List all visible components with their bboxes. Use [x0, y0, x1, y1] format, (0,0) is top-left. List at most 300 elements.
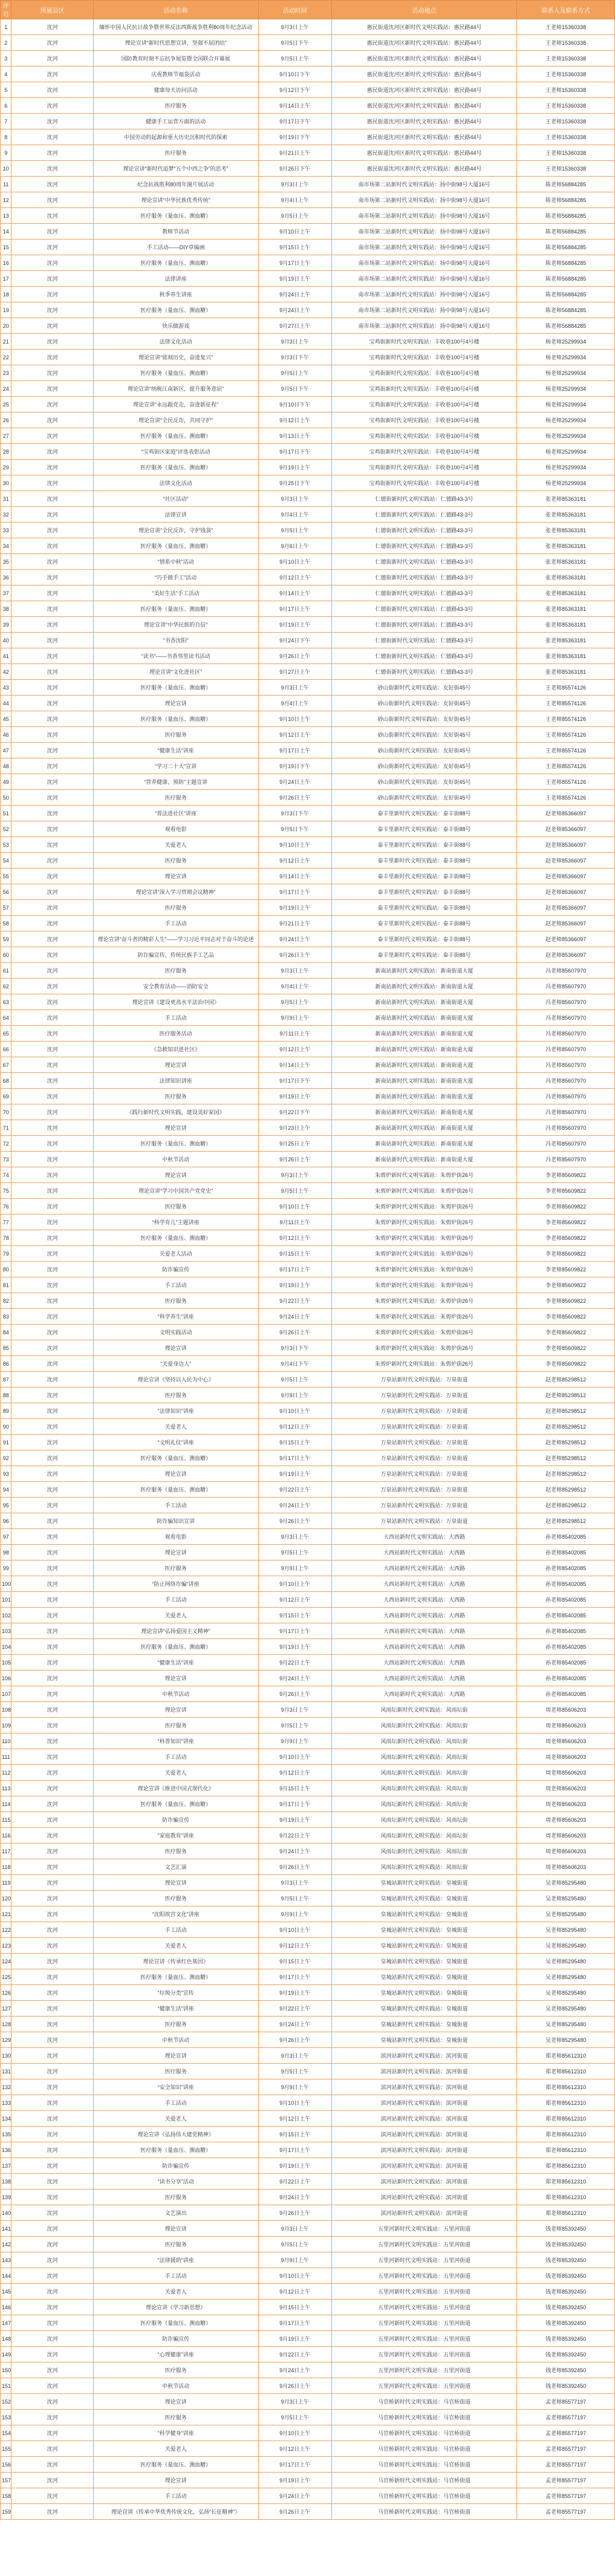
table-row [1, 1765, 615, 1781]
table-row [1, 2410, 615, 2425]
cell-contact: 杨老师25299934 [517, 397, 615, 412]
cell-activity-time: 9月26日上午 [258, 648, 331, 664]
cell-county: 沈河 [11, 617, 93, 633]
table-row [1, 98, 615, 114]
cell-index: 61 [1, 963, 11, 979]
cell-contact: 孟老师85577197 [517, 2441, 615, 2457]
cell-contact: 孟老师85577197 [517, 2473, 615, 2488]
cell-activity-name: “家庭教育”讲座 [93, 1828, 258, 1844]
cell-activity-time: 9月15日上午 [258, 240, 331, 255]
cell-contact: 周老师85606203 [517, 1733, 615, 1749]
cell-contact: 赵老师85298512 [517, 1372, 615, 1387]
cell-contact: 孙老师85402085 [517, 1655, 615, 1671]
cell-contact: 李老师85609822 [517, 1356, 615, 1372]
cell-activity-time: 9月24日上午 [258, 774, 331, 790]
cell-activity-time: 9月4日上午 [258, 192, 331, 208]
cell-index: 137 [1, 2158, 11, 2174]
cell-activity-name: 关爱老人 [93, 837, 258, 853]
table-row [1, 711, 615, 727]
cell-activity-location: 南市场第二站新时代文明实践站：扬中街98号大厦16号 [331, 224, 516, 240]
cell-contact: 王老师15360338 [517, 161, 615, 177]
cell-index: 14 [1, 224, 11, 240]
cell-county: 沈河 [11, 1560, 93, 1576]
cell-county: 沈河 [11, 1891, 93, 1906]
cell-activity-time: 9月15日上午 [258, 1608, 331, 1623]
cell-index: 151 [1, 2378, 11, 2394]
table-row [1, 2300, 615, 2315]
cell-activity-location: 五里河新时代文明实践站：五里河街道 [331, 2347, 516, 2362]
cell-activity-time: 9月5日上午 [258, 208, 331, 224]
table-row [1, 1372, 615, 1387]
cell-contact: 冯老师85607970 [517, 994, 615, 1010]
cell-county: 沈河 [11, 664, 93, 680]
cell-activity-location: 朱剪炉新时代文明实践站：朱剪炉街26号 [331, 1277, 516, 1293]
cell-activity-location: 大西站新时代文明实践站：大西路 [331, 1576, 516, 1592]
cell-activity-time: 9月17日上午 [258, 743, 331, 758]
cell-activity-name: “法律知识”讲座 [93, 1403, 258, 1419]
cell-contact: 周老师85606203 [517, 1844, 615, 1859]
cell-activity-name: “宝鸡街区家庭”评选表彰活动 [93, 444, 258, 460]
table-row [1, 1482, 615, 1498]
cell-index: 155 [1, 2441, 11, 2457]
cell-activity-location: 万泉站新时代文明实践站：万泉街道 [331, 1403, 516, 1419]
cell-contact: 陈老师56884285 [517, 240, 615, 255]
cell-index: 63 [1, 994, 11, 1010]
cell-index: 59 [1, 931, 11, 947]
cell-activity-time: 9月10日上午 [258, 1199, 331, 1215]
cell-county: 沈河 [11, 1592, 93, 1608]
cell-index: 35 [1, 554, 11, 570]
cell-activity-location: 朱剪炉新时代文明实践站：朱剪炉街26号 [331, 1340, 516, 1356]
table-row [1, 491, 615, 507]
cell-activity-name: 理论宣讲 [93, 869, 258, 884]
cell-index: 154 [1, 2425, 11, 2441]
cell-index: 87 [1, 1372, 11, 1387]
table-row [1, 2079, 615, 2095]
cell-activity-time: 9月11日上午 [258, 1215, 331, 1230]
cell-index: 12 [1, 192, 11, 208]
cell-activity-location: 皇城站新时代文明实践站：皇城街道 [331, 1906, 516, 1922]
table-row [1, 585, 615, 601]
table-row [1, 1466, 615, 1482]
cell-index: 148 [1, 2331, 11, 2347]
cell-activity-location: 砂山街新时代文明实践站：友好街45号 [331, 680, 516, 696]
cell-index: 47 [1, 743, 11, 758]
cell-contact: 钱老师85392450 [517, 2300, 615, 2315]
cell-activity-location: 新南站新时代文明实践站：新南街道大厦 [331, 1073, 516, 1089]
cell-county: 沈河 [11, 2064, 93, 2079]
cell-contact: 郑老师85612310 [517, 2127, 615, 2142]
cell-contact: 陈老师56884285 [517, 302, 615, 318]
table-row [1, 444, 615, 460]
cell-county: 沈河 [11, 1026, 93, 1042]
cell-county: 沈河 [11, 2425, 93, 2441]
cell-contact: 赵老师85366097 [517, 869, 615, 884]
table-row [1, 334, 615, 350]
cell-activity-location: 朱剪炉新时代文明实践站：朱剪炉街26号 [331, 1246, 516, 1262]
table-row [1, 538, 615, 554]
table-row [1, 1812, 615, 1828]
cell-index: 44 [1, 696, 11, 711]
cell-activity-time: 9月15日上午 [258, 1781, 331, 1796]
table-row [1, 475, 615, 491]
cell-activity-location: 南市场第二站新时代文明实践站：扬中街98号大厦16号 [331, 287, 516, 302]
cell-contact: 张老师85363181 [517, 491, 615, 507]
cell-activity-name: 医疗服务 [93, 2064, 258, 2079]
table-row [1, 2457, 615, 2473]
cell-activity-location: 滨河站新时代文明实践站：滨河街道 [331, 2048, 516, 2064]
cell-activity-location: 惠民街道沈河区新时代文明实践站：惠民路44号 [331, 51, 516, 67]
cell-activity-location: 泰丰里新时代文明实践站：泰丰街88号 [331, 853, 516, 869]
cell-activity-name: 理论宣讲《坚持以人民为中心》 [93, 1372, 258, 1387]
cell-county: 沈河 [11, 743, 93, 758]
cell-activity-name: “读书”——书香邻里读书活动 [93, 648, 258, 664]
table-row [1, 664, 615, 680]
cell-activity-name: 手工活动——DIY草编画 [93, 240, 258, 255]
cell-county: 沈河 [11, 51, 93, 67]
cell-contact: 钱老师85392450 [517, 2252, 615, 2268]
cell-activity-time: 9月5日上午 [258, 1183, 331, 1199]
cell-activity-time: 9月23日上午 [258, 1120, 331, 1136]
cell-contact: 孟老师85577197 [517, 2488, 615, 2504]
cell-activity-time: 9月15日上午 [258, 2127, 331, 2142]
cell-county: 沈河 [11, 979, 93, 994]
cell-county: 沈河 [11, 365, 93, 381]
cell-activity-time: 9月22日上午 [258, 2347, 331, 2362]
cell-index: 70 [1, 1104, 11, 1120]
cell-activity-time: 9月12日上午 [258, 1230, 331, 1246]
cell-activity-name: “垃圾分类”宣传 [93, 1985, 258, 2001]
table-row [1, 1985, 615, 2001]
cell-activity-location: 仁德街新时代文明实践站：仁德路43-3号 [331, 554, 516, 570]
cell-contact: 孙老师85402085 [517, 1671, 615, 1686]
cell-activity-time: 9月12日上午 [258, 727, 331, 743]
cell-activity-location: 泰丰里新时代文明实践站：泰丰街88号 [331, 947, 516, 963]
cell-activity-time: 9月22日上午 [258, 1293, 331, 1309]
table-row [1, 460, 615, 475]
table-row [1, 916, 615, 931]
table-row [1, 1938, 615, 1954]
cell-activity-location: 滨河站新时代文明实践站：滨河街道 [331, 2111, 516, 2127]
cell-county: 沈河 [11, 1057, 93, 1073]
cell-county: 沈河 [11, 2378, 93, 2394]
cell-activity-location: 皇城站新时代文明实践站：皇城街道 [331, 1922, 516, 1938]
cell-activity-name: 法律文化活动 [93, 475, 258, 491]
cell-index: 124 [1, 1954, 11, 1969]
cell-activity-name: “营养健康，预防”主题宣讲 [93, 774, 258, 790]
cell-activity-time: 9月17日上午 [258, 1623, 331, 1639]
cell-index: 150 [1, 2362, 11, 2378]
cell-activity-name: 庆祝教师节福袋活动 [93, 67, 258, 82]
cell-activity-time: 9月10日上午 [258, 1922, 331, 1938]
cell-activity-name: 医疗服务 [93, 1844, 258, 1859]
table-row [1, 633, 615, 648]
cell-activity-time: 9月10日上午 [258, 2095, 331, 2111]
cell-activity-time: 9月9日上午 [258, 1733, 331, 1749]
cell-index: 105 [1, 1655, 11, 1671]
cell-county: 沈河 [11, 2032, 93, 2048]
cell-index: 88 [1, 1387, 11, 1403]
cell-index: 131 [1, 2064, 11, 2079]
cell-index: 113 [1, 1781, 11, 1796]
cell-activity-location: 万泉站新时代文明实践站：万泉街道 [331, 1372, 516, 1387]
cell-activity-location: 马官桥新时代文明实践站：马官桥街道 [331, 2441, 516, 2457]
cell-activity-time: 9月5日上午 [258, 2064, 331, 2079]
table-row [1, 1419, 615, 1435]
cell-county: 沈河 [11, 412, 93, 428]
table-row [1, 192, 615, 208]
table-row [1, 1749, 615, 1765]
cell-contact: 孙老师85402085 [517, 1639, 615, 1655]
cell-activity-time: 9月24日上午 [258, 1498, 331, 1513]
table-row [1, 1073, 615, 1089]
cell-activity-location: 五里河新时代文明实践站：五里河街道 [331, 2362, 516, 2378]
cell-index: 68 [1, 1073, 11, 1089]
cell-activity-location: 朱剪炉新时代文明实践站：朱剪炉街26号 [331, 1262, 516, 1277]
cell-activity-name: 关爱老人 [93, 1938, 258, 1954]
cell-activity-time: 9月5日上午 [258, 1545, 331, 1560]
cell-activity-location: 皇城站新时代文明实践站：皇城街道 [331, 1938, 516, 1954]
cell-activity-location: 五里河新时代文明实践站：五里河街道 [331, 2284, 516, 2300]
cell-county: 沈河 [11, 711, 93, 727]
cell-contact: 张老师85363181 [517, 633, 615, 648]
cell-activity-location: 新南站新时代文明实践站：新南街道大厦 [331, 1010, 516, 1026]
cell-contact: 张老师85363181 [517, 523, 615, 538]
cell-county: 沈河 [11, 82, 93, 98]
header-activity-name: 活动名称 [93, 1, 258, 19]
cell-contact: 郑老师85612310 [517, 2205, 615, 2221]
cell-activity-name: 理论宣讲《建设更高水平法治中国》 [93, 994, 258, 1010]
cell-contact: 钱老师85392450 [517, 2378, 615, 2394]
table-row [1, 1545, 615, 1560]
cell-index: 109 [1, 1718, 11, 1733]
cell-activity-name: 医疗服务（量血压、测血糖） [93, 255, 258, 271]
cell-activity-time: 9月9日上午 [258, 1010, 331, 1026]
cell-activity-name: 理论宣讲 [93, 1875, 258, 1891]
cell-county: 沈河 [11, 1183, 93, 1199]
cell-index: 41 [1, 648, 11, 664]
cell-contact: 李老师85609822 [517, 1230, 615, 1246]
cell-activity-location: 风雨坛新时代文明实践站：风雨坛街 [331, 1718, 516, 1733]
cell-county: 沈河 [11, 2347, 93, 2362]
cell-activity-name: 文艺演出 [93, 2205, 258, 2221]
table-row [1, 570, 615, 585]
cell-activity-name: 手工活动 [93, 1498, 258, 1513]
cell-activity-location: 仁德街新时代文明实践站：仁德路43-3号 [331, 538, 516, 554]
cell-activity-name: 医疗服务（量血压、测血糖） [93, 1796, 258, 1812]
cell-activity-name: 《急救知识进社区》 [93, 1042, 258, 1057]
cell-index: 80 [1, 1262, 11, 1277]
cell-activity-location: 万泉站新时代文明实践站：万泉街道 [331, 1387, 516, 1403]
cell-contact: 陈老师56884285 [517, 271, 615, 287]
cell-index: 11 [1, 177, 11, 192]
cell-activity-time: 9月13日上午 [258, 428, 331, 444]
table-row [1, 2221, 615, 2237]
cell-contact: 孟老师85577197 [517, 2457, 615, 2473]
cell-activity-time: 9月22日上午 [258, 2174, 331, 2190]
cell-index: 20 [1, 318, 11, 334]
cell-county: 沈河 [11, 460, 93, 475]
cell-activity-time: 9月3日下午 [258, 1340, 331, 1356]
cell-activity-time: 9月15日上午 [258, 2300, 331, 2315]
cell-activity-time: 9月12日上午 [258, 1042, 331, 1057]
cell-activity-time: 9月10日上午 [258, 554, 331, 570]
cell-contact: 李老师85609822 [517, 1340, 615, 1356]
cell-activity-name: 理论宣讲 [93, 1120, 258, 1136]
cell-activity-name: 医疗服务 [93, 2017, 258, 2032]
cell-activity-location: 南市场第二站新时代文明实践站：扬中街98号大厦16号 [331, 208, 516, 224]
cell-activity-time: 9月5日上午 [258, 2410, 331, 2425]
table-row [1, 2190, 615, 2205]
cell-activity-time: 9月22日下午 [258, 1104, 331, 1120]
cell-contact: 吴老师85295480 [517, 2017, 615, 2032]
cell-activity-location: 万泉站新时代文明实践站：万泉街道 [331, 1513, 516, 1529]
cell-county: 沈河 [11, 1702, 93, 1718]
cell-activity-name: 安全教育活动——消防安全 [93, 979, 258, 994]
table-row [1, 994, 615, 1010]
table-header [1, 1, 615, 19]
cell-county: 沈河 [11, 2205, 93, 2221]
cell-activity-location: 大西站新时代文明实践站：大西路 [331, 1592, 516, 1608]
cell-county: 沈河 [11, 1513, 93, 1529]
cell-activity-name: 手工活动 [93, 1749, 258, 1765]
table-row [1, 82, 615, 98]
cell-index: 81 [1, 1277, 11, 1293]
cell-index: 75 [1, 1183, 11, 1199]
cell-activity-location: 仁德街新时代文明实践站：仁德路43-3号 [331, 585, 516, 601]
cell-contact: 杨老师25299934 [517, 334, 615, 350]
cell-index: 58 [1, 916, 11, 931]
cell-contact: 冯老师85607970 [517, 1073, 615, 1089]
cell-activity-time: 9月17日上午 [258, 1796, 331, 1812]
cell-activity-name: “法律援助”讲座 [93, 2252, 258, 2268]
cell-activity-location: 泰丰里新时代文明实践站：泰丰街88号 [331, 837, 516, 853]
table-row [1, 129, 615, 145]
cell-activity-name: “情系中秋”活动 [93, 554, 258, 570]
cell-county: 沈河 [11, 67, 93, 82]
cell-index: 23 [1, 365, 11, 381]
cell-activity-time: 9月26日上午 [258, 790, 331, 806]
cell-activity-name: 缅怀中国人民抗日战争暨世界反法西斯战争胜利80周年纪念活动 [93, 19, 258, 35]
cell-index: 119 [1, 1875, 11, 1891]
cell-activity-location: 惠民街道沈河区新时代文明实践站：惠民路44号 [331, 129, 516, 145]
cell-county: 沈河 [11, 585, 93, 601]
cell-contact: 郑老师85612310 [517, 2079, 615, 2095]
table-row [1, 35, 615, 51]
cell-county: 沈河 [11, 1781, 93, 1796]
table-row [1, 271, 615, 287]
cell-index: 115 [1, 1812, 11, 1828]
cell-index: 42 [1, 664, 11, 680]
cell-county: 沈河 [11, 1749, 93, 1765]
cell-activity-name: 医疗服务 [93, 1891, 258, 1906]
table-row [1, 1655, 615, 1671]
cell-activity-location: 新南站新时代文明实践站：新南街道大厦 [331, 1057, 516, 1073]
cell-index: 56 [1, 884, 11, 900]
cell-county: 沈河 [11, 994, 93, 1010]
cell-index: 29 [1, 460, 11, 475]
cell-county: 沈河 [11, 2410, 93, 2425]
table-row [1, 19, 615, 35]
cell-contact: 郑老师85612310 [517, 2064, 615, 2079]
table-row [1, 365, 615, 381]
cell-activity-location: 大西站新时代文明实践站：大西路 [331, 1639, 516, 1655]
cell-contact: 张老师85363181 [517, 585, 615, 601]
cell-activity-location: 仁德街新时代文明实践站：仁德路43-3号 [331, 570, 516, 585]
table-row [1, 963, 615, 979]
cell-activity-name: 理论宣讲 [93, 2394, 258, 2410]
cell-index: 157 [1, 2473, 11, 2488]
cell-activity-name: “巧手做手工”活动 [93, 570, 258, 585]
cell-contact: 钱老师85392450 [517, 2347, 615, 2362]
cell-activity-name: 防诈骗宣传 [93, 2158, 258, 2174]
table-row [1, 790, 615, 806]
cell-county: 沈河 [11, 1859, 93, 1875]
cell-activity-time: 9月3日上午 [258, 1875, 331, 1891]
cell-index: 64 [1, 1010, 11, 1026]
cell-county: 沈河 [11, 1120, 93, 1136]
cell-index: 46 [1, 727, 11, 743]
cell-activity-time: 9月24日上午 [258, 302, 331, 318]
cell-county: 沈河 [11, 2504, 93, 2520]
cell-contact: 孟老师85577197 [517, 2410, 615, 2425]
cell-activity-name: 医疗服务（量血压、测血糖） [93, 428, 258, 444]
cell-contact: 周老师85606203 [517, 1765, 615, 1781]
cell-county: 沈河 [11, 2457, 93, 2473]
cell-contact: 冯老师85607970 [517, 1026, 615, 1042]
cell-index: 66 [1, 1042, 11, 1057]
cell-activity-location: 马官桥新时代文明实践站：马官桥街道 [331, 2457, 516, 2473]
cell-activity-location: 新南站新时代文明实践站：新南街道大厦 [331, 979, 516, 994]
cell-activity-time: 9月9日上午 [258, 2079, 331, 2095]
cell-activity-time: 9月5日下午 [258, 821, 331, 837]
cell-activity-location: 五里河新时代文明实践站：五里河街道 [331, 2268, 516, 2284]
cell-activity-location: 朱剪炉新时代文明实践站：朱剪炉街26号 [331, 1356, 516, 1372]
cell-index: 90 [1, 1419, 11, 1435]
cell-activity-location: 皇城站新时代文明实践站：皇城街道 [331, 2017, 516, 2032]
cell-activity-location: 风雨坛新时代文明实践站：风雨坛街 [331, 1859, 516, 1875]
table-row [1, 648, 615, 664]
cell-activity-time: 9月26日上午 [258, 1686, 331, 1702]
cell-contact: 陈老师56884285 [517, 255, 615, 271]
cell-index: 129 [1, 2032, 11, 2048]
cell-activity-name: 关爱老人活动 [93, 1246, 258, 1262]
cell-county: 沈河 [11, 271, 93, 287]
cell-activity-time: 9月19日上午 [258, 1639, 331, 1655]
cell-index: 103 [1, 1623, 11, 1639]
cell-contact: 钱老师85392450 [517, 2268, 615, 2284]
table-row [1, 224, 615, 240]
cell-contact: 李老师85609822 [517, 1199, 615, 1215]
cell-contact: 王老师85574126 [517, 680, 615, 696]
cell-contact: 吴老师85295480 [517, 1954, 615, 1969]
table-row [1, 1026, 615, 1042]
cell-activity-name: 医疗服务（量血压、测血糖） [93, 2142, 258, 2158]
table-row [1, 853, 615, 869]
cell-activity-time: 9月22日上午 [258, 1828, 331, 1844]
table-row [1, 821, 615, 837]
cell-county: 沈河 [11, 192, 93, 208]
cell-activity-time: 9月3日上午 [258, 1529, 331, 1545]
cell-county: 沈河 [11, 2441, 93, 2457]
cell-index: 116 [1, 1828, 11, 1844]
table-row [1, 1671, 615, 1686]
cell-activity-time: 9月10日上午 [258, 1403, 331, 1419]
cell-county: 沈河 [11, 2488, 93, 2504]
cell-activity-time: 9月10日上午 [258, 837, 331, 853]
cell-activity-location: 滨河站新时代文明实践站：滨河街道 [331, 2064, 516, 2079]
cell-activity-time: 9月22日上午 [258, 1655, 331, 1671]
